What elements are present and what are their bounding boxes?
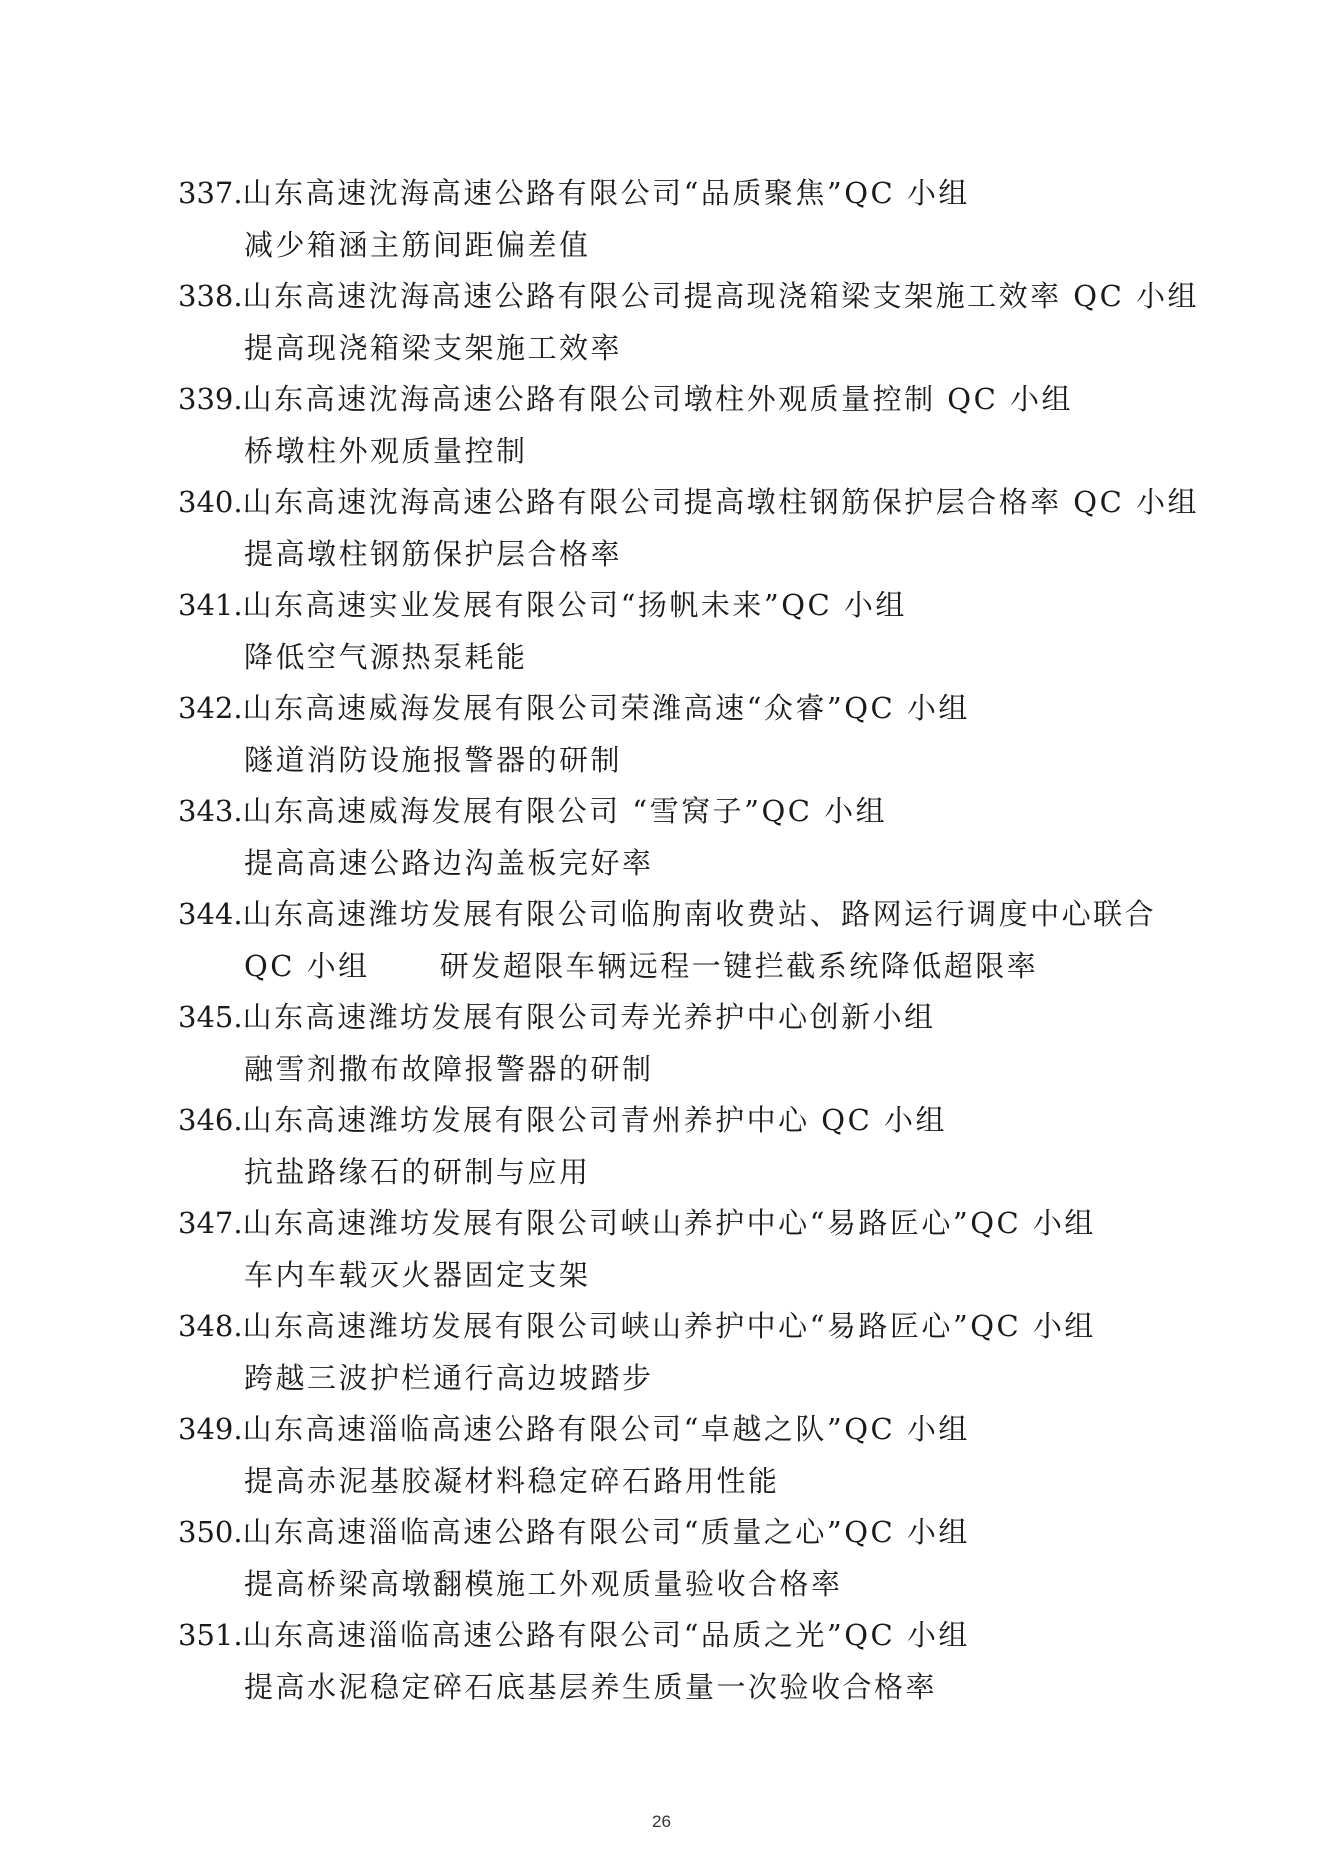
page-number: 26: [652, 1812, 671, 1831]
entry-header: [178, 168, 1178, 220]
list-item: [178, 1198, 1178, 1301]
entry-header: [178, 374, 1178, 426]
award-list: [178, 168, 1199, 1713]
entry-topic: 融雪剂撒布故障报警器的研制: [244, 1051, 654, 1086]
entry-header: [178, 1610, 1178, 1662]
entry-header: [178, 1095, 1178, 1147]
entry-organization: 山东高速实业发展有限公司“扬帆未来”QC 小组: [242, 588, 907, 622]
entry-organization: 山东高速威海发展有限公司荣潍高速“众睿”QC 小组: [242, 691, 970, 725]
entry-organization: 山东高速沈海高速公路有限公司提高现浇箱梁支架施工效率 QC 小组: [242, 279, 1199, 313]
list-item: [178, 580, 1178, 683]
entry-number: 343.: [178, 794, 243, 828]
entry-header: [178, 1404, 1178, 1456]
entry-header: [178, 477, 1199, 529]
list-item: [178, 271, 1199, 374]
entry-topic: 研发超限车辆远程一键拦截系统降低超限率: [439, 948, 1039, 983]
entry-number: 339.: [178, 382, 243, 416]
entry-organization: 山东高速潍坊发展有限公司峡山养护中心“易路匠心”QC 小组: [242, 1206, 1096, 1240]
entry-header: [178, 1301, 1178, 1353]
entry-header: [178, 580, 1178, 632]
entry-topic: 提高桥梁高墩翻模施工外观质量验收合格率: [244, 1566, 843, 1601]
entry-header: [178, 992, 1178, 1044]
entry-organization: 山东高速潍坊发展有限公司青州养护中心 QC 小组: [242, 1103, 947, 1137]
entry-topic: 抗盐路缘石的研制与应用: [244, 1154, 591, 1189]
entry-topic: 降低空气源热泵耗能: [244, 639, 528, 674]
entry-number: 349.: [178, 1412, 243, 1446]
list-item: [178, 168, 1178, 271]
entry-organization: 山东高速潍坊发展有限公司临朐南收费站、路网运行调度中心联合: [242, 897, 1157, 931]
entry-topic: 提高现浇箱梁支架施工效率: [244, 330, 623, 365]
entry-number: 341.: [178, 588, 243, 622]
list-item: [178, 1095, 1178, 1198]
entry-number: 346.: [178, 1103, 243, 1137]
entry-number: 350.: [178, 1515, 243, 1549]
entry-organization: 山东高速淄临高速公路有限公司“品质之光”QC 小组: [242, 1618, 970, 1652]
list-item: [178, 1507, 1178, 1610]
entry-organization: 山东高速沈海高速公路有限公司墩柱外观质量控制 QC 小组: [242, 382, 1073, 416]
entry-number: 340.: [178, 485, 243, 519]
list-item: [178, 889, 1178, 992]
entry-header: [178, 1507, 1178, 1559]
entry-header: [178, 1198, 1178, 1250]
entry-number: 347.: [178, 1206, 243, 1240]
entry-topic: 隧道消防设施报警器的研制: [244, 742, 623, 777]
entry-organization: 山东高速沈海高速公路有限公司提高墩柱钢筋保护层合格率 QC 小组: [242, 485, 1199, 519]
entry-topic: 提高高速公路边沟盖板完好率: [244, 845, 654, 880]
entry-topic: 桥墩柱外观质量控制: [244, 433, 528, 468]
entry-topic: 提高赤泥基胶凝材料稳定碎石路用性能: [244, 1463, 780, 1498]
list-item: [178, 374, 1178, 477]
entry-topic-line: [178, 941, 1178, 993]
entry-number: 342.: [178, 691, 243, 725]
entry-number: 351.: [178, 1618, 243, 1652]
entry-organization: 山东高速威海发展有限公司 “雪窝子”QC 小组: [242, 794, 888, 828]
list-item: [178, 1301, 1178, 1404]
entry-number: 344.: [178, 897, 243, 931]
entry-topic: 跨越三波护栏通行高边坡踏步: [244, 1360, 654, 1395]
list-item: [178, 992, 1178, 1095]
entry-number: 345.: [178, 1000, 243, 1034]
entry-header: [178, 683, 1178, 735]
entry-organization: 山东高速潍坊发展有限公司峡山养护中心“易路匠心”QC 小组: [242, 1309, 1096, 1343]
entry-topic: 提高墩柱钢筋保护层合格率: [244, 536, 623, 571]
entry-organization: 山东高速淄临高速公路有限公司“卓越之队”QC 小组: [242, 1412, 970, 1446]
entry-organization: 山东高速淄临高速公路有限公司“质量之心”QC 小组: [242, 1515, 970, 1549]
list-item: [178, 786, 1178, 889]
list-item: [178, 1610, 1178, 1713]
entry-number: 337.: [178, 176, 243, 210]
entry-topic: 减少箱涵主筋间距偏差值: [244, 227, 591, 262]
entry-number: 338.: [178, 279, 243, 313]
entry-topic: 车内车载灭火器固定支架: [244, 1257, 591, 1292]
list-item: [178, 1404, 1178, 1507]
entry-topic: 提高水泥稳定碎石底基层养生质量一次验收合格率: [244, 1669, 938, 1704]
entry-organization: 山东高速潍坊发展有限公司寿光养护中心创新小组: [242, 1000, 936, 1034]
entry-organization: 山东高速沈海高速公路有限公司“品质聚焦”QC 小组: [242, 176, 970, 210]
entry-header: [178, 271, 1199, 323]
entry-header: [178, 786, 1178, 838]
entry-number: 348.: [178, 1309, 243, 1343]
entry-header: [178, 889, 1178, 941]
list-item: [178, 477, 1199, 580]
list-item: [178, 683, 1178, 786]
entry-topic-prefix: QC 小组: [244, 948, 370, 983]
